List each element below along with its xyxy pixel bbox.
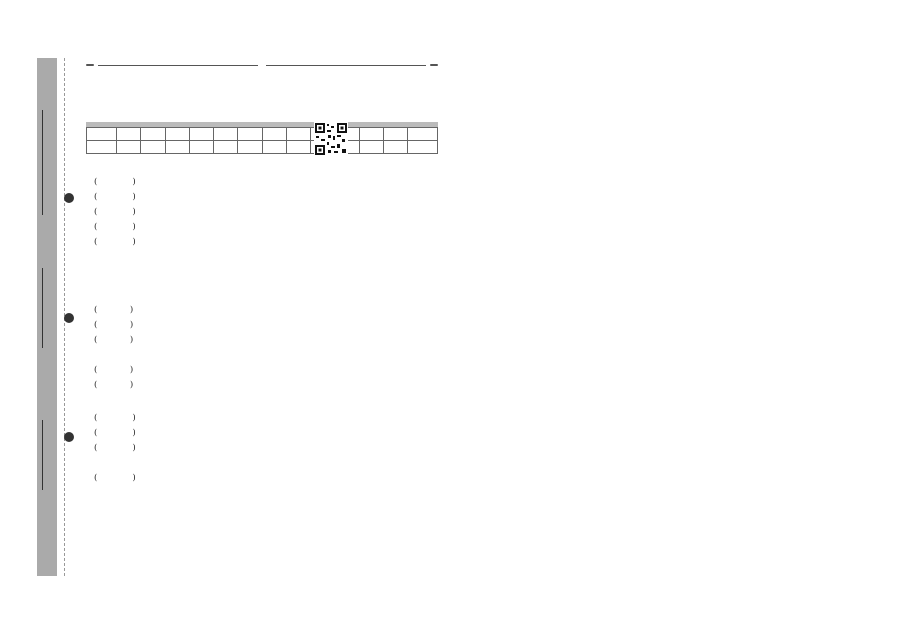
section-4-title (86, 397, 438, 411)
answer-blank-open[interactable] (86, 348, 109, 363)
question-row (86, 205, 438, 220)
section-3-title (86, 289, 438, 303)
score-header-cell (165, 128, 189, 141)
answer-blank-close[interactable]: ) (132, 207, 136, 217)
option-c (349, 441, 438, 456)
score-input-cell[interactable] (262, 141, 286, 154)
option-a (148, 303, 270, 318)
option-b (251, 235, 348, 250)
option-c (349, 456, 438, 471)
question-number (136, 426, 152, 441)
score-header-cell (238, 128, 262, 141)
score-input-cell[interactable] (359, 141, 383, 154)
section-2-title (86, 254, 438, 268)
option-b (270, 318, 438, 333)
option-a (152, 220, 251, 235)
question-row (86, 378, 438, 393)
option-a (152, 441, 251, 456)
question-row (86, 348, 438, 363)
score-input-cell[interactable] (165, 141, 189, 154)
option-c (349, 205, 438, 220)
question-number (136, 441, 152, 456)
question-row (86, 471, 438, 486)
score-input-cell[interactable] (383, 141, 407, 154)
score-input-cell[interactable] (238, 141, 262, 154)
answer-blank-close[interactable] (109, 348, 133, 363)
answer-blank-close[interactable]: ) (129, 380, 134, 390)
option-b (251, 411, 348, 426)
header-strip (86, 58, 438, 72)
grade-tag (430, 64, 438, 66)
score-header-cell (286, 128, 310, 141)
question-row (86, 411, 438, 426)
option-a (148, 318, 270, 333)
question-number (133, 348, 148, 363)
answer-blank-close[interactable]: ) (132, 222, 136, 232)
answer-blank-open[interactable]: ( (94, 192, 98, 202)
option-a (152, 235, 251, 250)
question-row (86, 303, 438, 318)
unit-title (86, 88, 438, 108)
option-a (152, 426, 251, 441)
question-number (133, 378, 148, 393)
score-input-cell[interactable] (286, 141, 310, 154)
question-number (136, 205, 152, 220)
score-input-cell[interactable] (189, 141, 213, 154)
question-row (86, 456, 438, 471)
option-a (152, 411, 251, 426)
question-number (136, 175, 152, 190)
section-6-title (484, 84, 844, 98)
answer-blank-close[interactable]: ) (132, 237, 136, 247)
option-a (152, 205, 251, 220)
class-underline (42, 268, 43, 348)
question-number (136, 235, 152, 250)
option-b (270, 303, 438, 318)
option-a (152, 456, 251, 471)
answer-blank-close[interactable]: ) (132, 428, 136, 438)
question-number (136, 456, 152, 471)
answer-blank-open[interactable]: ( (94, 207, 98, 217)
answer-blank-open[interactable]: ( (94, 177, 98, 187)
option-b (251, 441, 348, 456)
answer-blank-open[interactable]: ( (94, 305, 98, 315)
score-header-cell (359, 128, 383, 141)
option-b (251, 205, 348, 220)
section-5-title (484, 66, 844, 80)
left-column (86, 58, 438, 486)
option-b (270, 378, 438, 393)
qr-code-icon[interactable] (314, 122, 348, 156)
right-column (484, 58, 844, 98)
answer-blank-close[interactable]: ) (132, 443, 136, 453)
option-c (349, 411, 438, 426)
question-number (133, 333, 148, 348)
option-b (251, 190, 348, 205)
answer-blank-open[interactable]: ( (94, 335, 98, 345)
binding-dot (64, 313, 74, 323)
score-table (86, 127, 438, 154)
question-number (136, 471, 152, 486)
question-row (86, 441, 438, 456)
answer-blank-open[interactable]: ( (94, 237, 98, 247)
option-b (251, 456, 348, 471)
option-a (148, 333, 270, 348)
score-header-cell (383, 128, 407, 141)
score-header-cell (87, 128, 117, 141)
score-row-label (87, 141, 117, 154)
answer-blank-open[interactable]: ( (94, 443, 98, 453)
question-row (86, 426, 438, 441)
option-b (251, 426, 348, 441)
binding-strip (37, 58, 57, 576)
score-input-cell[interactable] (117, 141, 141, 154)
score-input-cell[interactable] (408, 141, 438, 154)
answer-blank-open[interactable]: ( (94, 473, 98, 483)
question-row (86, 318, 438, 333)
answer-blank-close[interactable]: ) (132, 473, 136, 483)
answer-blank-open[interactable]: ( (94, 222, 98, 232)
score-header-cell (117, 128, 141, 141)
question-row (86, 363, 438, 378)
option-a (152, 190, 251, 205)
score-header-cell (214, 128, 238, 141)
option-b (270, 333, 438, 348)
answer-blank-close[interactable]: ) (129, 305, 134, 315)
question-row (86, 235, 438, 250)
option-a (148, 378, 270, 393)
question-row (86, 175, 438, 190)
answer-blank-open[interactable]: ( (94, 365, 98, 375)
option-c (349, 175, 438, 190)
option-a (148, 363, 270, 378)
binding-dot (64, 432, 74, 442)
id-underline (42, 110, 43, 215)
answer-blank-open[interactable]: ( (94, 413, 98, 423)
option-b (251, 220, 348, 235)
answer-blank-close[interactable]: ) (132, 413, 136, 423)
answer-blank-close[interactable]: ) (129, 320, 134, 330)
answer-blank-close[interactable]: ) (132, 192, 136, 202)
question-number (133, 363, 148, 378)
score-header-cell (189, 128, 213, 141)
name-underline (42, 420, 43, 490)
option-c (349, 471, 438, 486)
option-c (349, 235, 438, 250)
score-header-cell (262, 128, 286, 141)
option-c (349, 190, 438, 205)
option-a (148, 348, 270, 363)
option-b (251, 471, 348, 486)
score-input-cell[interactable] (214, 141, 238, 154)
answer-blank-close[interactable]: ) (129, 335, 134, 345)
left-tag (86, 64, 94, 66)
question-row (86, 190, 438, 205)
answer-blank-close[interactable]: ) (129, 365, 134, 375)
score-header-cell (408, 128, 438, 141)
question-number (136, 190, 152, 205)
option-a (152, 175, 251, 190)
answer-blank-close[interactable] (110, 456, 136, 471)
answer-blank-open[interactable]: ( (94, 320, 98, 330)
option-c (349, 220, 438, 235)
question-row (86, 333, 438, 348)
question-number (133, 318, 148, 333)
score-header-cell (141, 128, 165, 141)
answer-blank-open[interactable]: ( (94, 428, 98, 438)
score-input-cell[interactable] (141, 141, 165, 154)
question-number (136, 411, 152, 426)
section-1-title (86, 161, 438, 175)
option-b (251, 175, 348, 190)
option-b (270, 348, 438, 363)
question-number (133, 303, 148, 318)
option-b (270, 363, 438, 378)
binding-dot (64, 193, 74, 203)
answer-blank-open[interactable] (86, 456, 110, 471)
answer-blank-close[interactable]: ) (132, 177, 136, 187)
option-c (349, 426, 438, 441)
answer-blank-open[interactable]: ( (94, 380, 98, 390)
question-row (86, 220, 438, 235)
question-number (136, 220, 152, 235)
option-a (152, 471, 251, 486)
